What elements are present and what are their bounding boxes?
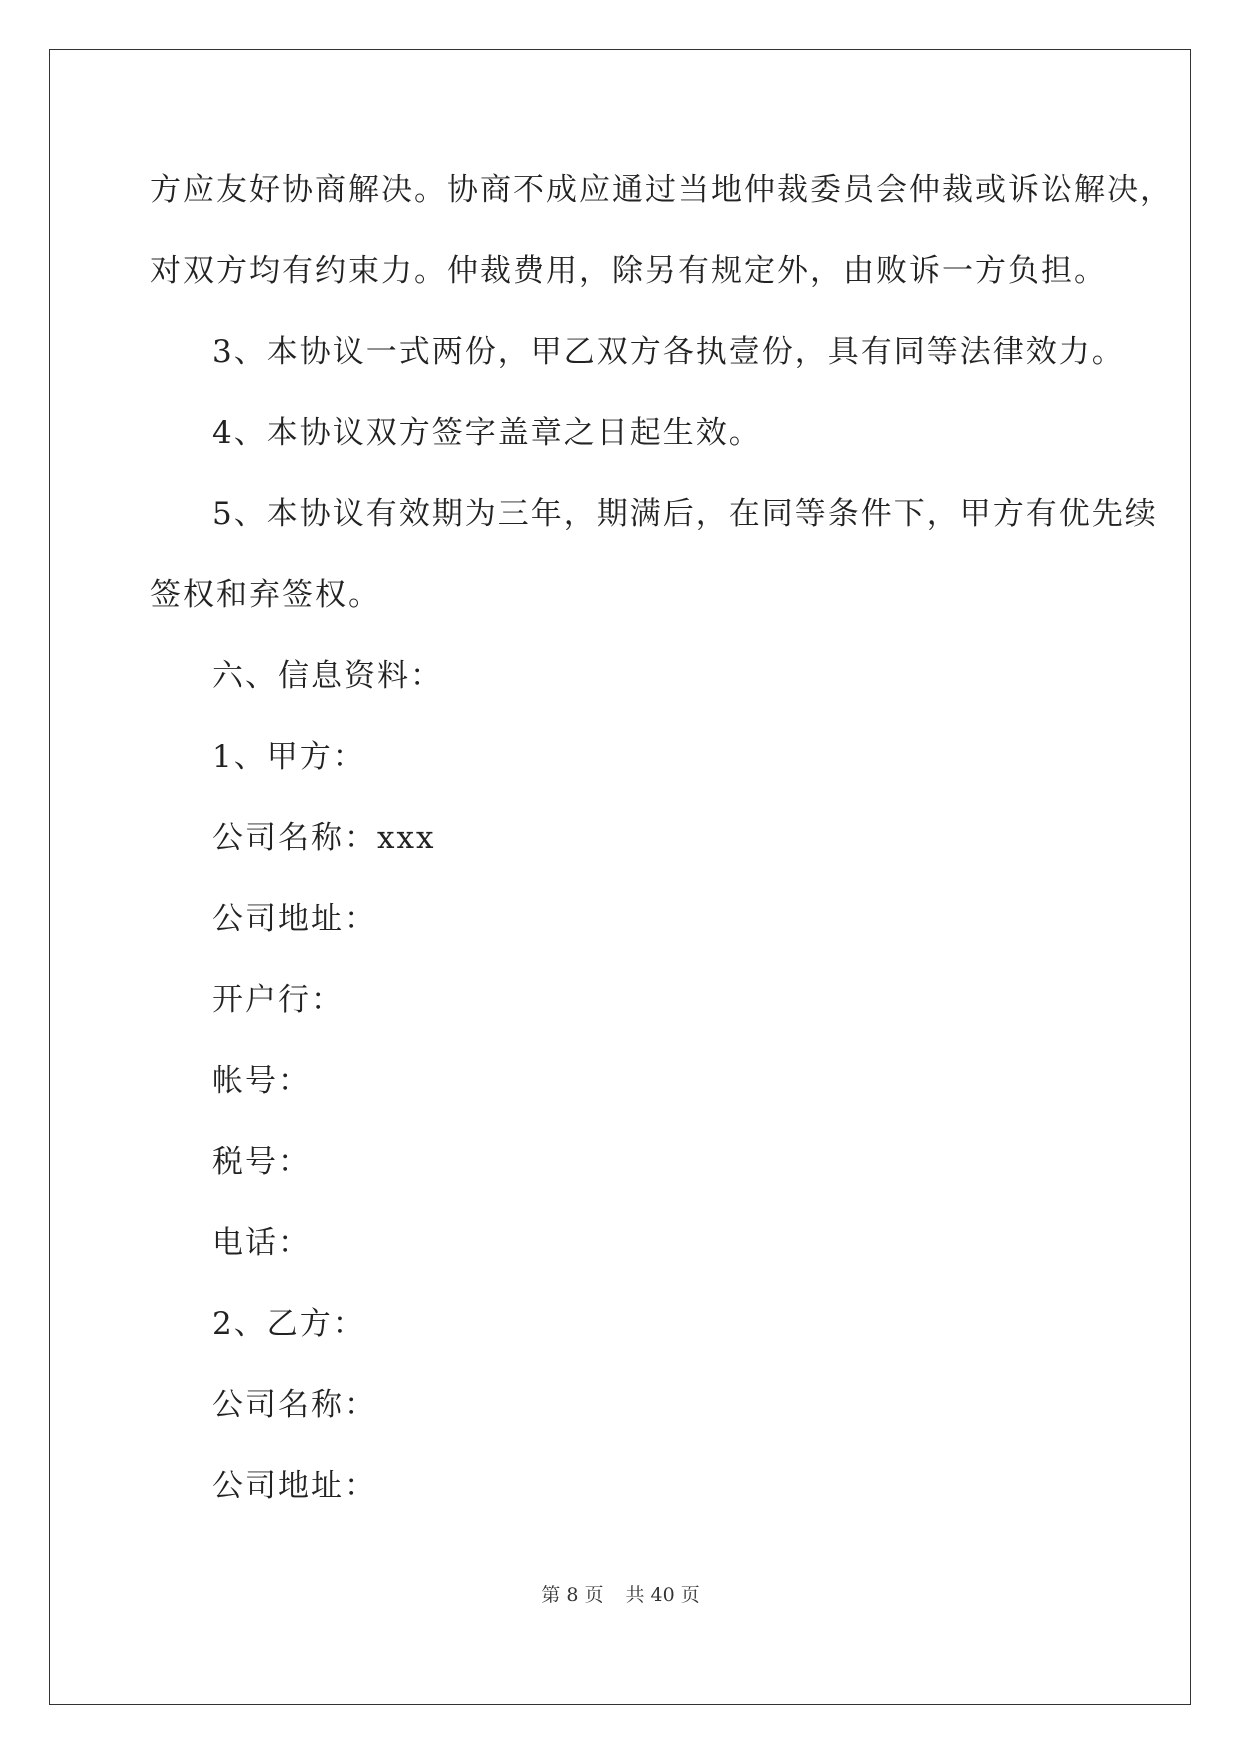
page-number: 第 8 页 [541, 1584, 604, 1606]
document-body [150, 150, 1173, 1527]
page-footer [0, 1580, 1241, 1607]
section-heading: 六、信息资料： [212, 658, 443, 694]
clause-5: 5、本协议有效期为三年，期满后，在同等条件下，甲方有优先续 [212, 496, 1158, 532]
party-b-heading: 2、乙方： [212, 1306, 366, 1342]
text-line: 方应友好协商解决。协商不成应通过当地仲裁委员会仲裁或诉讼解决， [150, 172, 1173, 208]
party-a-account: 帐号： [212, 1063, 311, 1099]
party-b-company-address: 公司地址： [212, 1468, 377, 1504]
party-a-company-name: 公司名称：xxx [212, 820, 436, 856]
party-a-company-address: 公司地址： [212, 901, 377, 937]
party-b-company-name: 公司名称： [212, 1387, 377, 1423]
party-a-heading: 1、甲方： [212, 739, 366, 775]
text-line: 对双方均有约束力。仲裁费用，除另有规定外，由败诉一方负担。 [150, 253, 1107, 289]
text-line: 签权和弃签权。 [150, 577, 381, 613]
party-a-bank: 开户行： [212, 982, 344, 1018]
page-total: 共 40 页 [625, 1584, 700, 1606]
party-a-phone: 电话： [212, 1225, 311, 1261]
party-a-tax-id: 税号： [212, 1144, 311, 1180]
clause-3: 3、本协议一式两份，甲乙双方各执壹份，具有同等法律效力。 [212, 334, 1125, 370]
clause-4: 4、本协议双方签字盖章之日起生效。 [212, 415, 762, 451]
